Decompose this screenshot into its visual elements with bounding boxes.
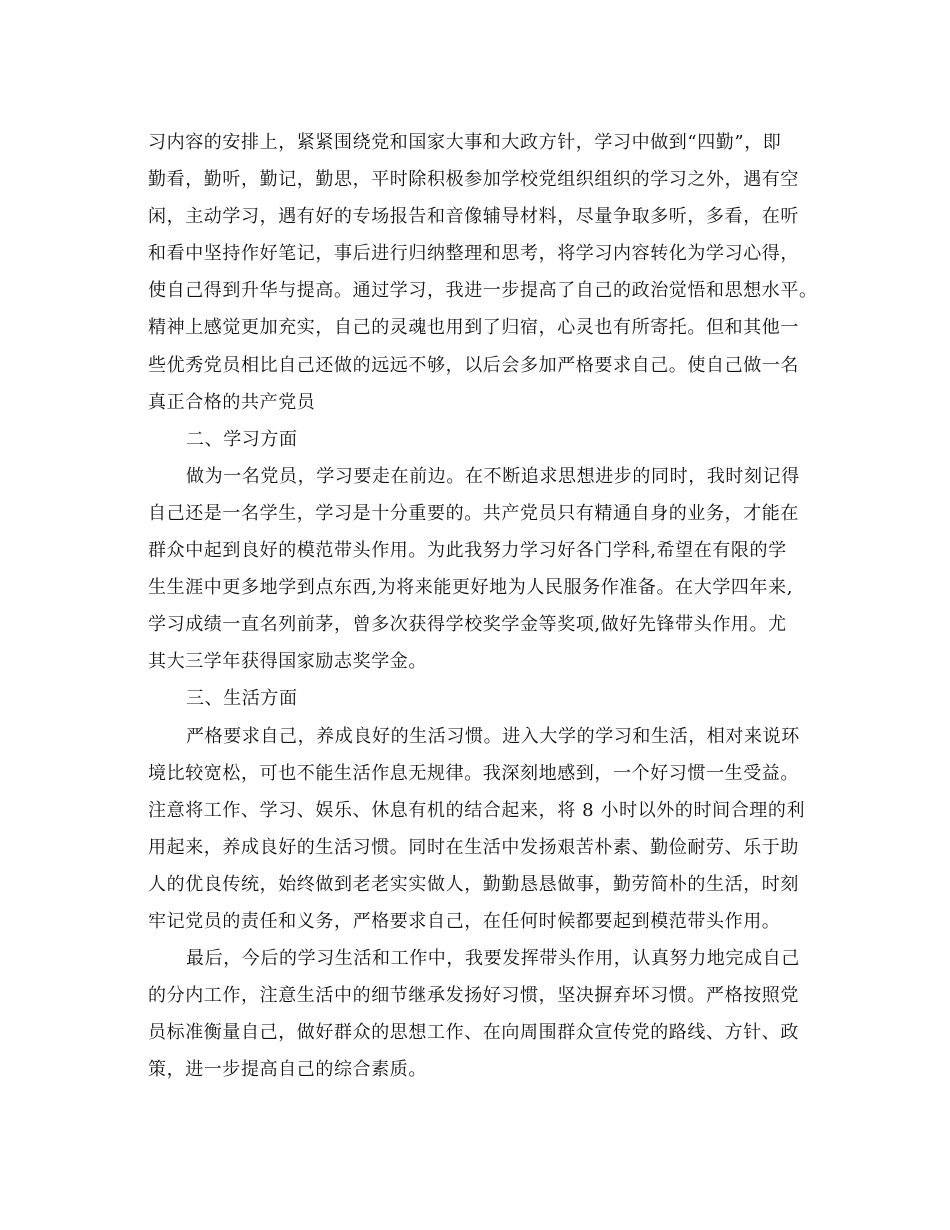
document-body: [148, 124, 818, 1088]
text-line: 牢记党员的责任和义务，严格要求自己，在任何时候都要起到模范带头作用。: [148, 910, 781, 932]
text-line: 真正合格的共产党员: [148, 391, 316, 413]
text-line: 学习成绩一直名列前茅，曾多次获得学校奖学金等奖项,做好先锋带头作用。尤: [148, 614, 787, 636]
text-line: 注意将工作、学习、娱乐、休息有机的结合起来，将 8 小时以外的时间合理的利: [148, 799, 806, 821]
text-line: 策，进一步提高自己的综合素质。: [148, 1059, 427, 1081]
text-line: 闲，主动学习，遇有好的专场报告和音像辅导材料，尽量争取多听，多看，在听: [148, 206, 799, 228]
text-line: 的分内工作，注意生活中的细节继承发扬好习惯，坚决摒弃坏习惯。严格按照党: [148, 985, 799, 1007]
text-line: 员标准衡量自己，做好群众的思想工作、在向周围群众宣传党的路线、方针、政: [148, 1022, 799, 1044]
text-line: 其大三学年获得国家励志奖学金。: [148, 651, 427, 673]
text-line: 三、生活方面: [186, 688, 298, 710]
text-line: 二、学习方面: [186, 428, 298, 450]
text-line: 用起来，养成良好的生活习惯。同时在生活中发扬艰苦朴素、勤俭耐劳、乐于助: [148, 836, 799, 858]
text-line: 使自己得到升华与提高。通过学习，我进一步提高了自己的政治觉悟和思想水平。: [148, 280, 818, 302]
text-line: 勤看，勤听，勤记，勤思，平时除积极参加学校党组织组织的学习之外，遇有空: [148, 169, 799, 191]
text-line: 生生涯中更多地学到点东西,为将来能更好地为人民服务作准备。在大学四年来,: [148, 577, 794, 599]
text-line: 人的优良传统，始终做到老老实实做人，勤勤恳恳做事，勤劳简朴的生活，时刻: [148, 873, 799, 895]
text-line: 习内容的安排上，紧紧围绕党和国家大事和大政方针，学习中做到“四勤”，即: [148, 132, 782, 153]
text-line: 自己还是一名学生，学习是十分重要的。共产党员只有精通自身的业务，才能在: [148, 502, 799, 524]
text-line: 群众中起到良好的模范带头作用。为此我努力学习好各门学科,希望在有限的学: [148, 540, 787, 562]
text-line: 境比较宽松，可也不能生活作息无规律。我深刻地感到，一个好习惯一生受益。: [148, 762, 799, 784]
text-line: 精神上感觉更加充实，自己的灵魂也用到了归宿，心灵也有所寄托。但和其他一: [148, 317, 799, 339]
text-line: 做为一名党员，学习要走在前边。在不断追求思想进步的同时，我时刻记得: [186, 465, 800, 487]
text-line: 些优秀党员相比自己还做的远远不够，以后会多加严格要求自己。使自己做一名: [148, 354, 799, 376]
text-line: 和看中坚持作好笔记，事后进行归纳整理和思考，将学习内容转化为学习心得，: [148, 243, 799, 265]
text-line: 最后，今后的学习生活和工作中，我要发挥带头作用，认真努力地完成自己: [186, 948, 800, 970]
text-line: 严格要求自己，养成良好的生活习惯。进入大学的学习和生活，相对来说环: [186, 725, 800, 747]
